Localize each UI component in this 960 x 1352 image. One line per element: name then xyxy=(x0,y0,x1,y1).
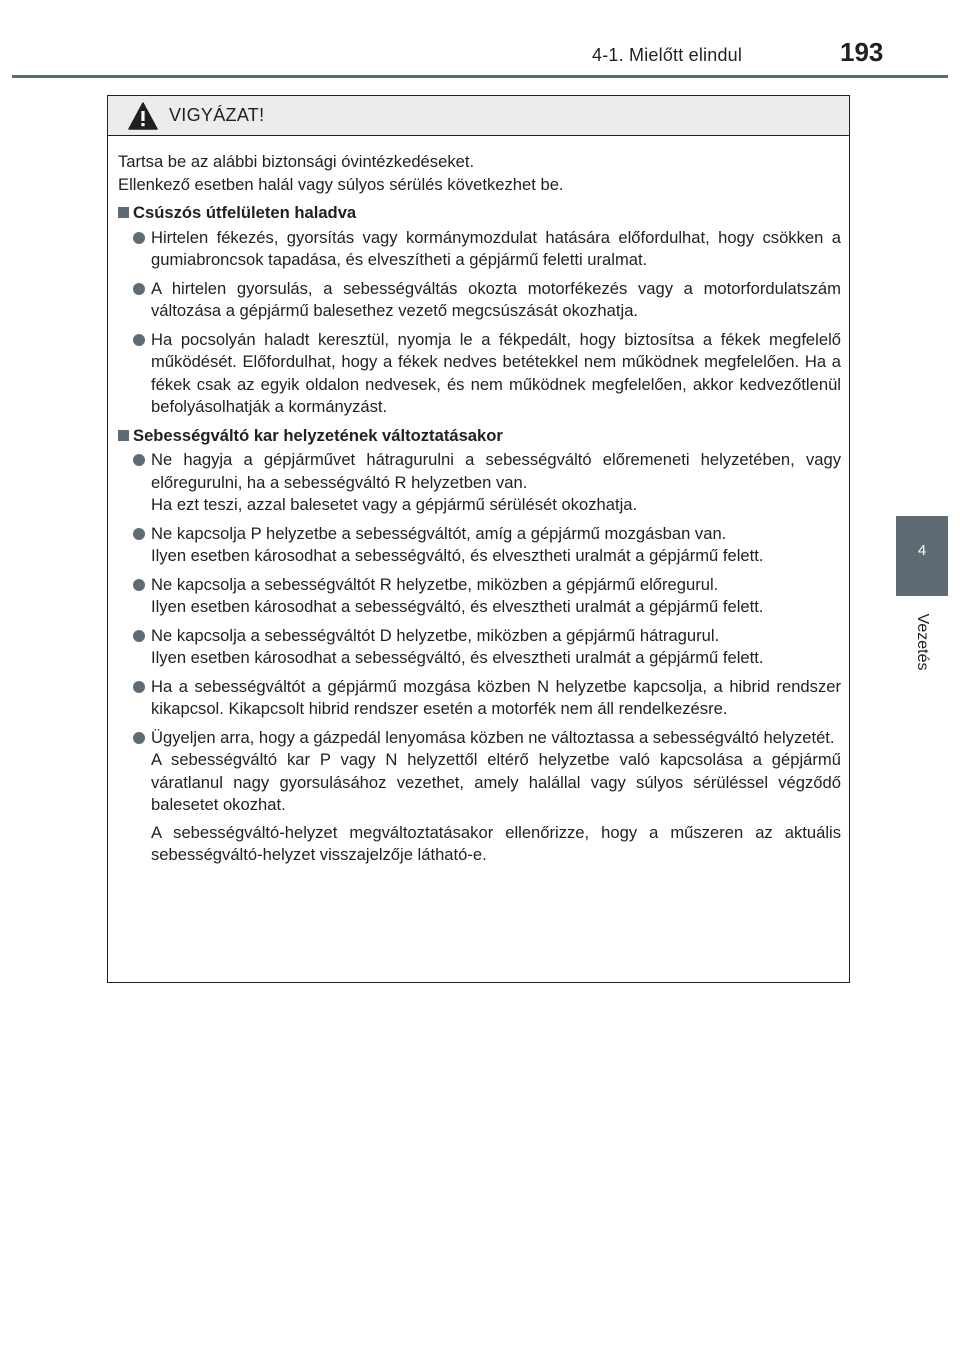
round-bullet-icon xyxy=(133,454,145,466)
warning-intro xyxy=(118,151,841,196)
round-bullet-icon xyxy=(133,528,145,540)
square-bullet-icon xyxy=(118,430,129,441)
chapter-label: Vezetés xyxy=(914,613,931,671)
bullet-paragraph: Ne kapcsolja a sebességváltót R helyzetbe, miközben a gépjármű előregurul. xyxy=(151,574,719,594)
bullet-paragraph: Ilyen esetben károsodhat a sebességváltó, és elvesztheti uralmát a gépjármű felett. xyxy=(151,648,764,667)
round-bullet-icon xyxy=(133,334,145,346)
bullet-paragraph: Ha a sebességváltót a gépjármű mozgása közben N helyzetbe kapcsolja, a hibrid rendszer kikapcsol. Kikapcsolt hibrid rendszer esetén a motorfék nem áll rendelkezésre. xyxy=(151,676,841,718)
round-bullet-icon xyxy=(133,579,145,591)
bullet-paragraph: Ügyeljen arra, hogy a gázpedál lenyomása közben ne változtassa a sebességváltó helyzetét. xyxy=(151,727,835,747)
bullet-item xyxy=(118,278,841,323)
round-bullet-icon xyxy=(133,630,145,642)
bullet-paragraph: Hirtelen fékezés, gyorsítás vagy kormánymozdulat hatására előfordulhat, hogy csökken a gumiabroncsok tapadása, és elveszítheti a gépjármű feletti uralmat. xyxy=(151,227,841,269)
round-bullet-icon xyxy=(133,732,145,744)
intro-line: Ellenkező esetben halál vagy súlyos sérülés következhet be. xyxy=(118,174,564,194)
section-title: 4-1. Mielőtt elindul xyxy=(592,45,743,65)
bullet-paragraph: Ne hagyja a gépjárművet hátragurulni a sebességváltó előremeneti helyzetében, vagy előregurulni, ha a sebességváltó R helyzetben van. xyxy=(151,450,841,492)
bullet-item xyxy=(118,523,841,568)
bullet-paragraph: Ilyen esetben károsodhat a sebességváltó, és elvesztheti uralmát a gépjármű felett. xyxy=(151,546,764,565)
bullet-item xyxy=(118,329,841,419)
round-bullet-icon xyxy=(133,283,145,295)
bullet-item xyxy=(118,727,841,867)
round-bullet-icon xyxy=(133,681,145,693)
bullet-paragraph: A hirtelen gyorsulás, a sebességváltás okozta motorfékezés vagy a motorfordulatszám változása a gépjármű balesethez vezető megcsúszását okozhatja. xyxy=(151,278,841,320)
chapter-label-container xyxy=(911,605,933,679)
warning-header xyxy=(108,96,849,136)
bullet-paragraph: Ilyen esetben károsodhat a sebességváltó, és elvesztheti uralmát a gépjármű felett. xyxy=(151,597,764,616)
section-heading xyxy=(118,425,841,448)
section-heading-text: Csúszós útfelületen haladva xyxy=(133,203,357,222)
intro-line: Tartsa be az alábbi biztonsági óvintézkedéseket. xyxy=(118,152,475,171)
chapter-tab xyxy=(896,516,948,596)
warning-title: VIGYÁZAT! xyxy=(169,105,265,125)
bullet-paragraph: A sebességváltó-helyzet megváltoztatásakor ellenőrizze, hogy a műszeren az aktuális sebességváltó-helyzet visszajelzője látható-e. xyxy=(151,822,841,864)
bullet-paragraph: Ne kapcsolja P helyzetbe a sebességváltót, amíg a gépjármű mozgásban van. xyxy=(151,523,727,543)
round-bullet-icon xyxy=(133,232,145,244)
bullet-item xyxy=(118,449,841,517)
bullet-paragraph: Ha ezt teszi, azzal balesetet vagy a gépjármű sérülését okozhatja. xyxy=(151,495,638,514)
bullet-item xyxy=(118,227,841,272)
section-heading xyxy=(118,202,841,225)
section-heading-text: Sebességváltó kar helyzetének változtatásakor xyxy=(133,425,503,445)
square-bullet-icon xyxy=(118,207,129,218)
header-rule xyxy=(12,75,948,78)
warning-triangle-icon xyxy=(128,102,158,130)
bullet-item xyxy=(118,574,841,619)
bullet-paragraph: Ha pocsolyán haladt keresztül, nyomja le a fékpedált, hogy biztosítsa a fékek megfelelő működését. Előfordulhat, hogy a fékek nedves betétekkel nem működnek megfelelően. Ha a fékek csak az egyik oldalon nedvesek, és nem működnek megfelelően, akkor kedvezőtlenül befolyásolhatják a kormányzást. xyxy=(151,329,841,416)
bullet-paragraph: Ne kapcsolja a sebességváltót D helyzetbe, miközben a gépjármű hátragurul. xyxy=(151,625,720,645)
warning-body xyxy=(108,136,849,867)
warning-box xyxy=(107,95,850,983)
chapter-number: 4 xyxy=(917,542,927,559)
page-number: 193 xyxy=(840,37,884,67)
bullet-paragraph: A sebességváltó kar P vagy N helyzettől eltérő helyzetbe való kapcsolása a gépjármű váratlanul nagy gyorsulásához vezethet, amely halállal vagy súlyos sérüléssel végződő balesetet okozhat. xyxy=(151,750,841,814)
bullet-item xyxy=(118,625,841,670)
bullet-item xyxy=(118,676,841,721)
